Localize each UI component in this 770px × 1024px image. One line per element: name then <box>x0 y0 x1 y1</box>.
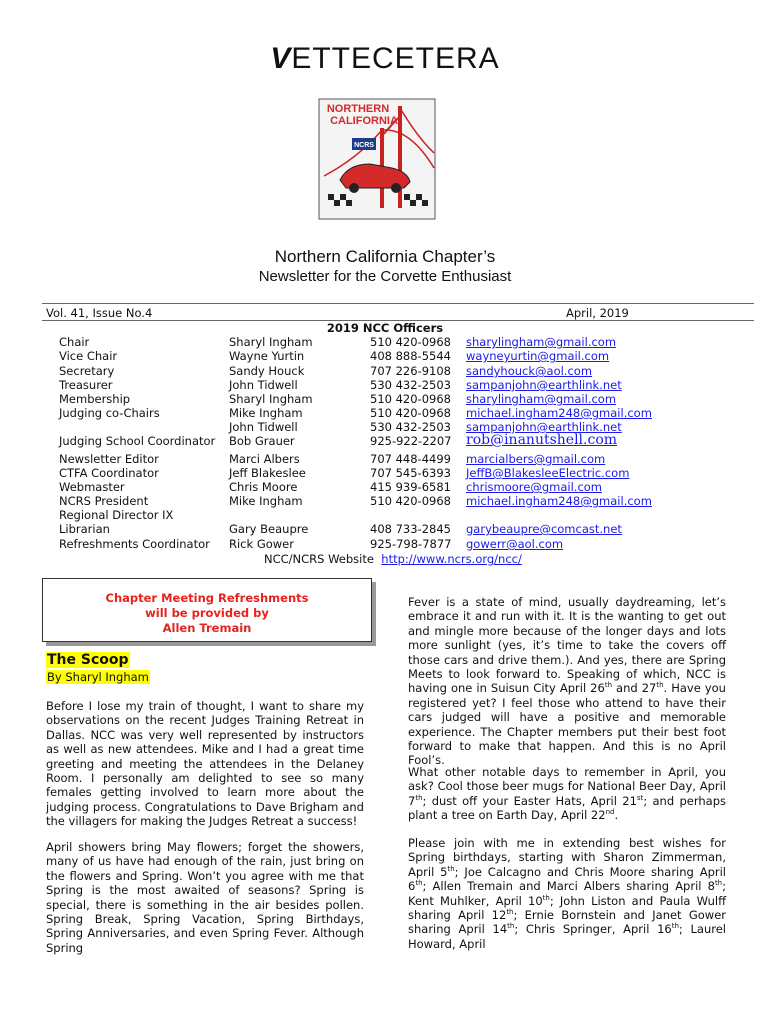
officer-row <box>0 452 770 466</box>
officer-email[interactable]: marcialbers@gmail.com <box>466 452 606 466</box>
officer-name: Marci Albers <box>229 452 300 466</box>
officer-phone: 408 733-2845 <box>370 522 451 536</box>
officer-role: Refreshments Coordinator <box>59 537 210 551</box>
officer-role: Chair <box>59 335 90 349</box>
left-paragraph-1: Before I lose my train of thought, I want to share my observations on the recent Judges Training Retreat in Dallas. NCC was very well represented by instructors as well as new attendees. Mike and I had a great time greeting and meeting the attendees in the Delaney Room. I personally am delighted to see so many females getting involved to learn more about the judging process. Congratulations to Dave Brigham and the villagers for making the Judges Retreat a success! <box>46 699 364 829</box>
officer-role: Membership <box>59 392 131 406</box>
officer-name: John Tidwell <box>229 378 298 392</box>
officer-role: Librarian <box>59 522 110 536</box>
volume-issue: Vol. 41, Issue No.4 <box>46 306 153 320</box>
officer-role: Newsletter Editor <box>59 452 159 466</box>
officer-name: Sharyl Ingham <box>229 392 313 406</box>
officer-role: NCRS President <box>59 494 149 508</box>
officer-row <box>0 349 770 363</box>
officer-name: Sharyl Ingham <box>229 335 313 349</box>
officers-heading: 2019 NCC Officers <box>326 321 444 335</box>
officer-email[interactable]: michael.ingham248@gmail.com <box>466 494 652 508</box>
officer-email[interactable]: JeffB@BlakesleeElectric.com <box>466 466 630 480</box>
officer-email[interactable]: gowerr@aol.com <box>466 537 564 551</box>
officer-role: Secretary <box>59 364 115 378</box>
officer-phone: 408 888-5544 <box>370 349 451 363</box>
logo-text-line1: NORTHERN <box>326 103 390 115</box>
officer-role: Regional Director IX <box>59 508 174 522</box>
officer-phone: 707 448-4499 <box>370 452 451 466</box>
officer-role: Vice Chair <box>59 349 118 363</box>
officer-email[interactable]: rob@inanutshell.com <box>466 432 618 448</box>
officer-phone: 530 432-2503 <box>370 420 451 434</box>
officer-email[interactable]: chrismoore@gmail.com <box>466 480 603 494</box>
officer-name: Rick Gower <box>229 537 294 551</box>
divider-top <box>42 303 754 304</box>
refreshments-box <box>42 578 372 642</box>
newsletter-subtitle: Newsletter for the Corvette Enthusiast <box>258 268 512 285</box>
officer-email[interactable]: garybeaupre@comcast.net <box>466 522 622 536</box>
left-paragraph-2: April showers bring May flowers; forget the showers, many of us have had enough of the rain, just bring on the flowers and Spring. Won’t you agree with me that Spring is the most awaited of seasons? Spring is special, there is something in the air besides pollen. Spring Break, Spring Vacation, Spring Birthdays, Spring Anniversaries, and even Spring Fever. Although Spring <box>46 840 364 955</box>
officer-phone: 707 545-6393 <box>370 466 451 480</box>
refresh-line3: Allen Tremain <box>162 621 252 635</box>
officer-phone: 510 420-0968 <box>370 494 451 508</box>
officer-name: John Tidwell <box>229 420 298 434</box>
officer-row <box>0 508 770 522</box>
officer-row <box>0 494 770 508</box>
officer-email[interactable]: michael.ingham248@gmail.com <box>466 406 652 420</box>
officer-phone: 510 420-0968 <box>370 335 451 349</box>
website-link[interactable]: http://www.ncrs.org/ncc/ <box>381 552 522 566</box>
officer-phone: 530 432-2503 <box>370 378 451 392</box>
officer-name: Chris Moore <box>229 480 298 494</box>
officer-role: Judging School Coordinator <box>59 434 216 448</box>
officer-role: Treasurer <box>59 378 113 392</box>
officer-row <box>0 335 770 349</box>
officer-name: Wayne Yurtin <box>229 349 305 363</box>
officer-phone: 707 226-9108 <box>370 364 451 378</box>
officer-row <box>0 364 770 378</box>
officer-email[interactable]: sampanjohn@earthlink.net <box>466 378 622 392</box>
scoop-heading: The Scoop <box>47 652 129 668</box>
officer-email[interactable]: sandyhouck@aol.com <box>466 364 593 378</box>
officer-name: Gary Beaupre <box>229 522 309 536</box>
officer-row <box>0 392 770 406</box>
officer-row <box>0 480 770 494</box>
officer-row <box>0 522 770 536</box>
officer-email[interactable]: wayneyurtin@gmail.com <box>466 349 610 363</box>
chapter-name: Northern California Chapter’s <box>274 247 496 266</box>
website-line <box>264 552 522 566</box>
right-paragraph-1: Fever is a state of mind, usually daydreaming, let’s embrace it and run with it. It is the wanting to get out and mingle more because of the longer days and lots more sunlight (yes, it’s time to take the covers off those cars and drive them.). And yes, there are Spring Meets to look forward to. Speaking of which, NCC is having one in Suisun City April 26th and 27th. Have you registered yet? I feel those who attend to have their cars judged will have a positive and memorable experience. The Chapter members put their best foot forward to make that happen. And this is no April Fool’s. <box>408 595 726 768</box>
officer-name: Mike Ingham <box>229 494 303 508</box>
officer-email[interactable]: sampanjohn@earthlink.net <box>466 420 622 434</box>
newsletter-title: VETTECETERA <box>270 42 500 75</box>
logo-badge-text: NCRS <box>354 142 374 149</box>
refresh-line1: Chapter Meeting Refreshments <box>105 591 309 605</box>
officer-row <box>0 420 770 434</box>
refresh-line2: will be provided by <box>145 606 269 620</box>
officer-row <box>0 378 770 392</box>
officer-phone: 925-798-7877 <box>370 537 452 551</box>
issue-date: April, 2019 <box>566 306 629 320</box>
scoop-byline: By Sharyl Ingham <box>47 670 149 684</box>
right-paragraph-3: Please join with me in extending best wishes for Spring birthdays, starting with Sharon Zimmerman, April 5th; Joe Calcagno and Chris Moore sharing April 6th; Allen Tremain and Marci Albers sharing April 8th; Kent Muhlker, April 10th; John Liston and Paula Wulff sharing April 12th; Ernie Bornstein and Janet Gower sharing April 14th; Chris Springer, April 16th; Laurel Howard, April <box>408 836 726 951</box>
officer-email[interactable]: sharylingham@gmail.com <box>466 392 617 406</box>
officer-row <box>0 434 770 448</box>
officer-role: Webmaster <box>59 480 125 494</box>
right-paragraph-2: What other notable days to remember in April, you ask? Cool those beer mugs for National Beer Day, April 7th; dust off your Easter Hats, April 21st; and perhaps plant a tree on Earth Day, April 22nd. <box>408 765 726 823</box>
officer-role: Judging co-Chairs <box>59 406 160 420</box>
website-label: NCC/NCRS Website <box>264 552 374 566</box>
officer-row <box>0 466 770 480</box>
officer-role: CTFA Coordinator <box>59 466 159 480</box>
officer-phone: 925-922-2207 <box>370 434 452 448</box>
officer-phone: 510 420-0968 <box>370 392 451 406</box>
logo-text-line2: CALIFORNIA <box>330 115 398 127</box>
officer-name: Sandy Houck <box>229 364 305 378</box>
officer-row <box>0 406 770 420</box>
officer-name: Bob Grauer <box>229 434 295 448</box>
officer-phone: 510 420-0968 <box>370 406 451 420</box>
ncrs-chapter-logo <box>318 98 436 220</box>
officer-phone: 415 939-6581 <box>370 480 451 494</box>
officer-email[interactable]: sharylingham@gmail.com <box>466 335 617 349</box>
officer-name: Mike Ingham <box>229 406 303 420</box>
officer-name: Jeff Blakeslee <box>229 466 306 480</box>
officer-row <box>0 537 770 551</box>
